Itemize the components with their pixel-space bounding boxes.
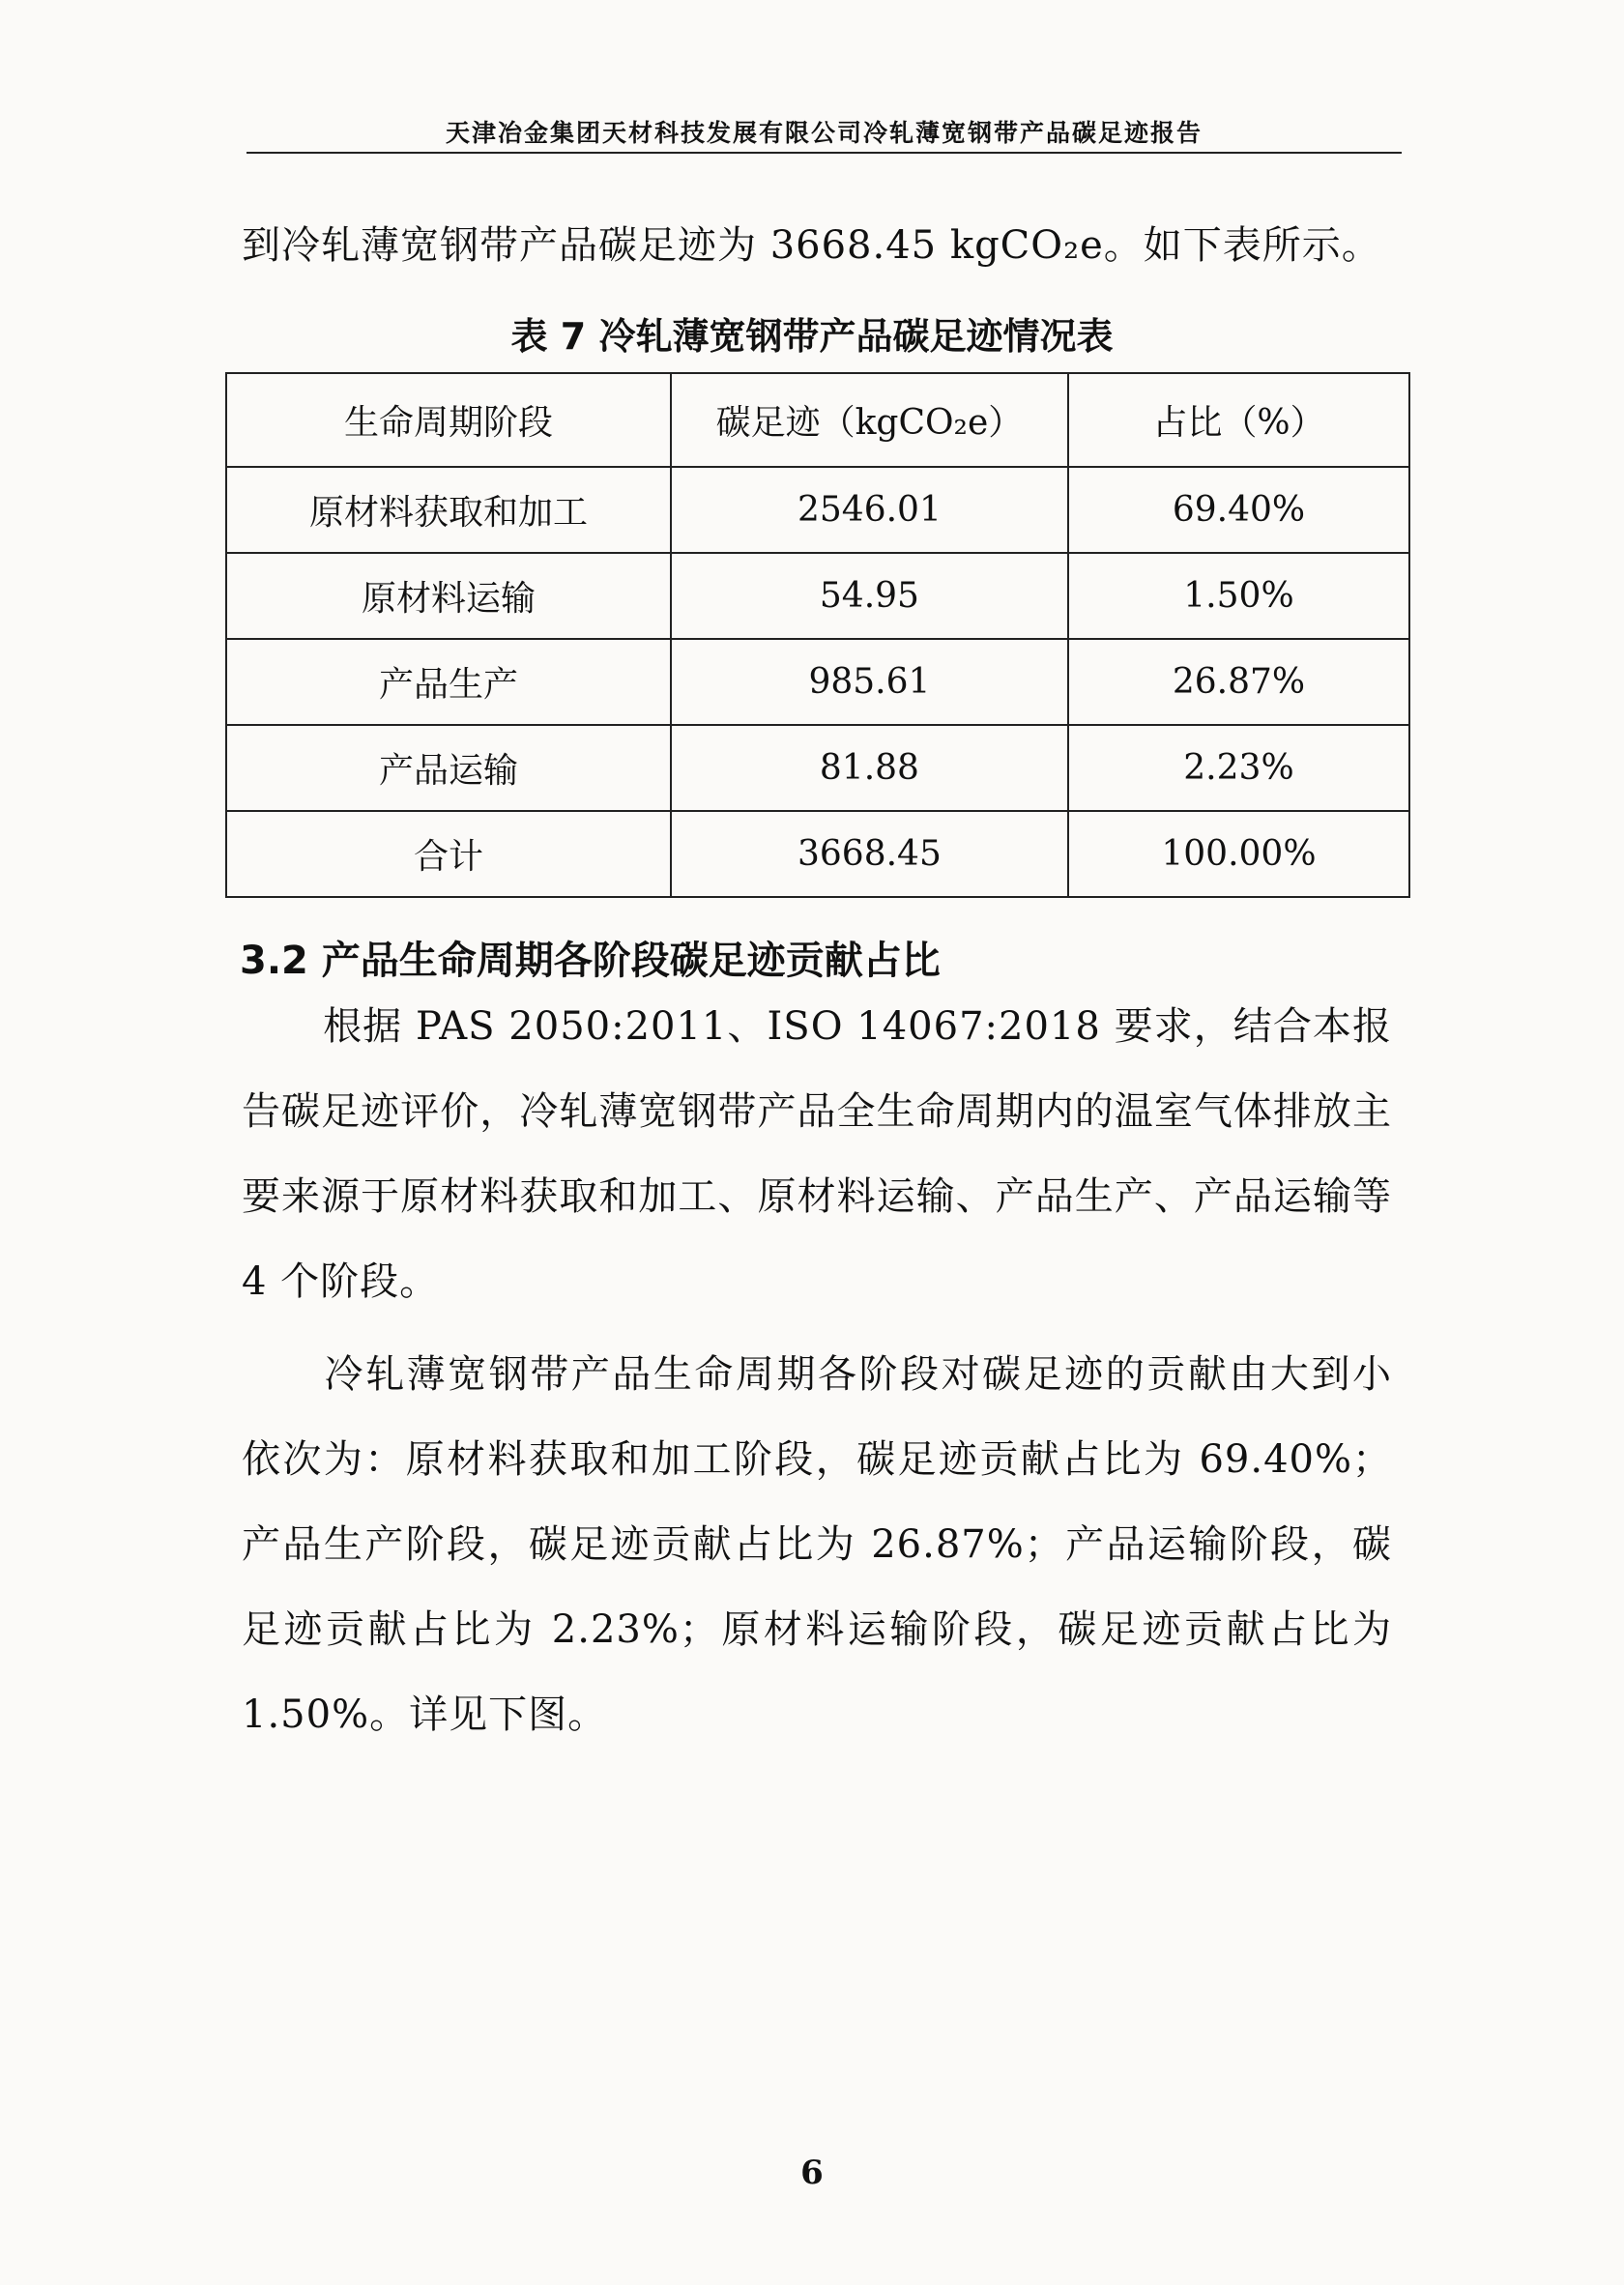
table-total-row	[226, 811, 1409, 897]
lead-sentence: 到冷轧薄宽钢带产品碳足迹为 3668.45 kgCO₂e。如下表所示。	[242, 223, 1381, 268]
cell-stage: 原材料获取和加工	[226, 467, 671, 553]
cell-stage: 合计	[226, 811, 671, 897]
table-row	[226, 725, 1409, 811]
table-caption: 表 7 冷轧薄宽钢带产品碳足迹情况表	[510, 315, 1114, 358]
cell-stage: 原材料运输	[226, 553, 671, 639]
paragraph-contribution	[242, 1332, 1392, 1757]
paragraph-text: 根据 PAS 2050:2011、ISO 14067:2018 要求，结合本报告碳足迹评价，冷轧薄宽钢带产品全生命周期内的温室气体排放主要来源于原材料获取和加工、原材料运输、产品生产、产品运输等 4 个阶段。	[242, 1004, 1392, 1304]
cell-share: 1.50%	[1068, 553, 1409, 639]
paragraph-requirements	[242, 984, 1392, 1324]
cell-stage: 产品运输	[226, 725, 671, 811]
cell-share: 100.00%	[1068, 811, 1409, 897]
cell-stage: 产品生产	[226, 639, 671, 725]
page-number: 6	[800, 2154, 824, 2192]
paragraph-text: 冷轧薄宽钢带产品生命周期各阶段对碳足迹的贡献由大到小依次为：原材料获取和加工阶段，碳足迹贡献占比为 69.40%；产品生产阶段，碳足迹贡献占比为 26.87%；产品运输阶段，碳足迹贡献占比为 2.23%；原材料运输阶段，碳足迹贡献占比为 1.50%。详见下图。	[242, 1352, 1392, 1737]
table-row	[226, 467, 1409, 553]
cell-footprint: 2546.01	[671, 467, 1068, 553]
table-row	[226, 639, 1409, 725]
table-header-row	[226, 373, 1409, 467]
header-cell-footprint: 碳足迹（kgCO₂e）	[671, 373, 1068, 467]
carbon-footprint-table	[225, 372, 1410, 898]
cell-footprint: 54.95	[671, 553, 1068, 639]
header-divider	[246, 152, 1402, 154]
cell-share: 26.87%	[1068, 639, 1409, 725]
header-cell-share: 占比（%）	[1068, 373, 1409, 467]
page-header-title: 天津冶金集团天材科技发展有限公司冷轧薄宽钢带产品碳足迹报告	[445, 119, 1203, 147]
cell-share: 69.40%	[1068, 467, 1409, 553]
cell-share: 2.23%	[1068, 725, 1409, 811]
cell-footprint: 3668.45	[671, 811, 1068, 897]
table-row	[226, 553, 1409, 639]
header-cell-stage: 生命周期阶段	[226, 373, 671, 467]
cell-footprint: 81.88	[671, 725, 1068, 811]
section-heading: 3.2 产品生命周期各阶段碳足迹贡献占比	[240, 939, 941, 983]
cell-footprint: 985.61	[671, 639, 1068, 725]
